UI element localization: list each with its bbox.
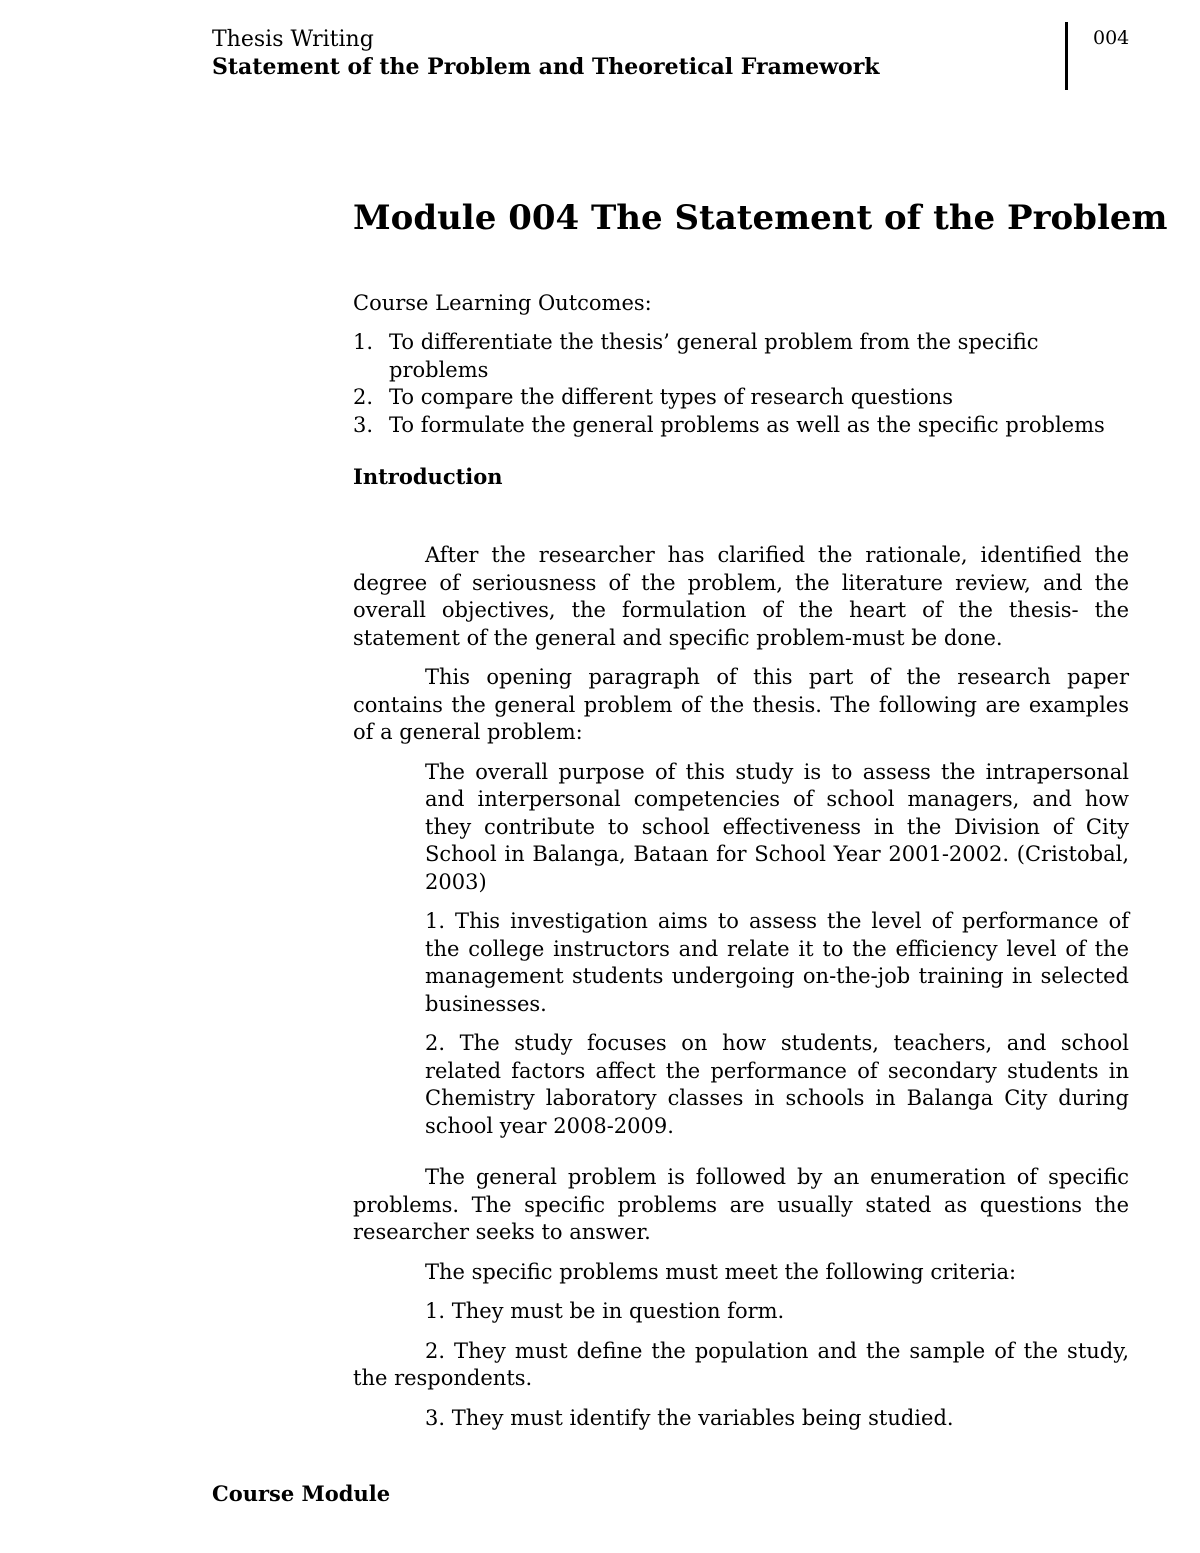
paragraph: The general problem is followed by an enumeration of specific problems. The specific problems are usually stated as questions the researcher seeks to answer. — [353, 1165, 1129, 1244]
list-item — [353, 329, 1129, 384]
header-subtitle: Statement of the Problem and Theoretical Framework — [212, 54, 880, 80]
criteria-item: 2. They must define the population and the sample of the study, the respondents. — [353, 1338, 1129, 1390]
list-item-number: 3. — [353, 412, 374, 437]
paragraph: This opening paragraph of this part of the research paper contains the general problem of the thesis. The following are examples of a general problem: — [353, 665, 1129, 744]
header-course: Thesis Writing — [212, 27, 374, 52]
list-item — [353, 384, 1129, 412]
specific-problems-body — [353, 1164, 1129, 1444]
criteria-item: 1. They must be in question form. — [425, 1299, 785, 1323]
list-item — [353, 412, 1129, 440]
list-item-number: 2. — [353, 385, 374, 409]
list-item-text: To compare the different types of research questions — [389, 385, 953, 409]
header-divider — [1065, 22, 1068, 90]
header-module-number: 004 — [1093, 27, 1130, 49]
paragraph: After the researcher has clarified the rationale, identified the degree of seriousness of the problem, the literature review, and the overall objectives, the formulation of the heart of the thesis- the statement of the general and specific problem-must be done. — [353, 543, 1129, 650]
criteria-item: 3. They must identify the variables being studied. — [425, 1405, 954, 1430]
list-item-text: To differentiate the thesis’ general problem from the specific problems — [389, 330, 1039, 382]
outcomes-label: Course Learning Outcomes: — [353, 291, 652, 315]
introduction-body — [353, 542, 1129, 1152]
section-heading-introduction: Introduction — [353, 464, 503, 489]
criteria-intro: The specific problems must meet the following criteria: — [425, 1259, 1017, 1284]
example-paragraph: The overall purpose of this study is to assess the intrapersonal and interpersonal competencies of school managers, and how they contribute to school effectiveness in the Division of City School in Balanga, Bataan for School Year 2001-2002. (Cristobal, 2003) — [425, 759, 1129, 894]
example-paragraph: 1. This investigation aims to assess the level of performance of the college instructors and relate it to the efficiency level of the management students undergoing on-the-job training in selected businesses. — [425, 909, 1129, 1016]
list-item-text: To formulate the general problems as well as the specific problems — [389, 412, 1105, 437]
list-item-number: 1. — [353, 330, 374, 354]
example-paragraph: 2. The study focuses on how students, teachers, and school related factors affect the performance of secondary students in Chemistry laboratory classes in schools in Balanga City during school year 2008-2009. — [425, 1031, 1129, 1138]
page-title: Module 004 The Statement of the Problem — [353, 198, 1168, 238]
footer-course-module: Course Module — [212, 1481, 391, 1506]
outcomes-list — [353, 329, 1129, 439]
